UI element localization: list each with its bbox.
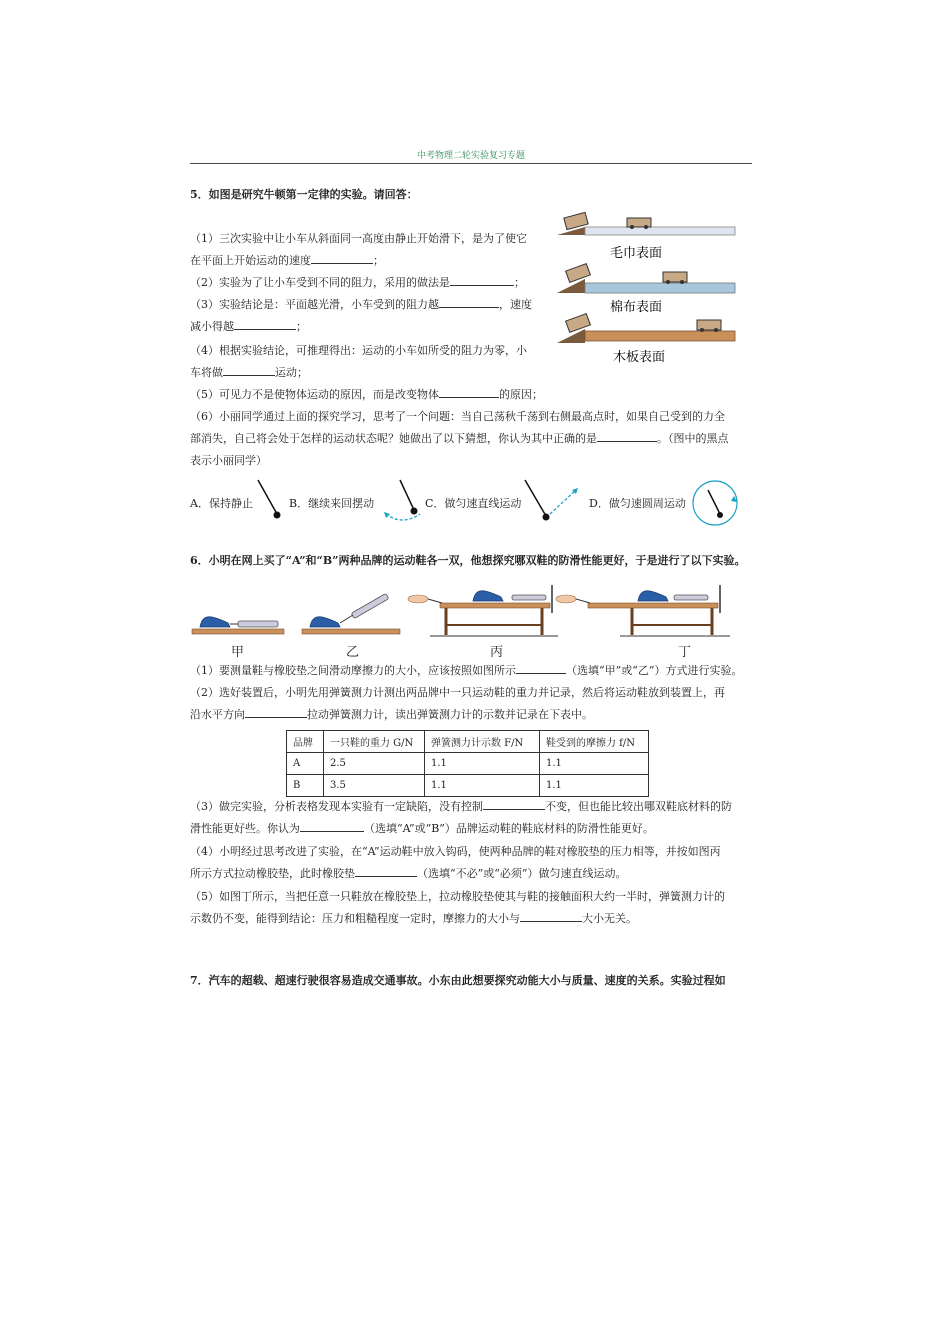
q6-line-7: 所示方式拉动橡胶垫，此时橡胶垫 （选填“不必”或“必须”）做匀速直线运动。: [190, 863, 627, 885]
q5-line-2: 在平面上开始运动的速度 ；: [190, 250, 384, 272]
q5-line-3: （2）实验为了让小车受到不同的阻力，采用的做法是 ；: [190, 272, 525, 294]
table-header-cell: 鞋受到的摩擦力 f/N: [540, 731, 649, 753]
label-yi: 乙: [346, 645, 360, 660]
table-cell: 1.1: [425, 753, 540, 775]
label-bing: 丙: [490, 645, 504, 660]
q5-line-6: （4）根据实验结论，可推理得出：运动的小车如所受的阻力为零，小: [190, 344, 527, 357]
q5-line-1: （1）三次实验中让小车从斜面同一高度由静止开始滑下，是为了使它: [190, 232, 527, 245]
surface-label-wood: 木板表面: [613, 350, 666, 365]
label-ding: 丁: [678, 645, 692, 660]
option-a-label[interactable]: A．保持静止: [190, 497, 253, 510]
answer-blank[interactable]: [300, 819, 364, 832]
table-cell: 1.1: [540, 775, 649, 797]
q5-line-9: （6）小丽同学通过上面的探究学习，思考了一个问题：当自己荡秋千荡到右侧最高点时，如果自己受到的力全: [190, 410, 725, 423]
answer-blank[interactable]: [223, 363, 275, 376]
table-cell: B: [287, 775, 324, 797]
option-b-figure: [382, 478, 427, 526]
setup-jia: [192, 617, 284, 634]
setup-ding: [556, 585, 730, 636]
q5-line-7: 车将做 运动；: [190, 362, 308, 384]
answer-blank[interactable]: [439, 385, 499, 398]
option-b-label[interactable]: B．继续来回摆动: [289, 497, 375, 510]
surface-label-towel: 毛巾表面: [610, 246, 663, 261]
q6-line-3: 沿水平方向 拉动弹簧测力计，读出弹簧测力计的示数并记录在下表中。: [190, 704, 593, 726]
answer-blank[interactable]: [450, 273, 514, 286]
q5-line-10: 部消失，自己将会处于怎样的运动状态呢？她做出了以下猜想，你认为其中正确的是 。（图中的黑点: [190, 428, 729, 450]
answer-blank[interactable]: [516, 661, 566, 674]
option-d-figure: [690, 478, 742, 528]
table-header-cell: 品牌: [287, 731, 324, 753]
answer-blank[interactable]: [439, 295, 499, 308]
q6-title: 6．小明在网上买了“A”和“B”两种品牌的运动鞋各一双，他想探究哪双鞋的防滑性能更好，于是进行了以下实验。: [190, 554, 746, 567]
option-c-label[interactable]: C．做匀速直线运动: [425, 497, 522, 510]
table-header-row: [287, 731, 649, 753]
q5-title: 5．如图是研究牛顿第一定律的实验。请回答：: [190, 188, 418, 201]
table-header-cell: 一只鞋的重力 G/N: [324, 731, 425, 753]
q5-line-11: 表示小丽同学）: [190, 454, 267, 467]
option-a-figure: [255, 478, 285, 523]
wood-track: [557, 314, 735, 343]
table-cell: 1.1: [425, 775, 540, 797]
q5-line-4: （3）实验结论是：平面越光滑，小车受到的阻力越 ，速度: [190, 294, 532, 316]
option-d-label[interactable]: D．做匀速圆周运动: [589, 497, 686, 510]
answer-blank[interactable]: [245, 705, 307, 718]
q6-line-4: （3）做完实验，分析表格发现本实验有一定缺陷，没有控制 不变，但也能比较出哪双鞋底材料的防: [190, 796, 732, 818]
q6-line-6: （4）小明经过思考改进了实验，在“A”运动鞋中放入钩码，使两种品牌的鞋对橡胶垫的压力相等，并按如图丙: [190, 845, 721, 858]
q6-line-1: （1）要测量鞋与橡胶垫之间滑动摩擦力的大小，应该按照如图所示 （选填“甲”或“乙”）方式进行实验。: [190, 660, 743, 682]
page-header: 中考物理二轮实验复习专题: [416, 151, 525, 161]
setup-bing: [408, 585, 558, 636]
setup-yi: [302, 593, 400, 634]
table-header-cell: 弹簧测力计示数 F/N: [425, 731, 540, 753]
option-c-figure: [522, 478, 582, 526]
q5-line-5: 减小得越 ；: [190, 316, 307, 338]
q5-surfaces-figure: [555, 205, 740, 365]
answer-blank[interactable]: [311, 251, 373, 264]
q6-line-5: 滑性能更好些。你认为 （选填“A”或“B”）品牌运动鞋的鞋底材料的防滑性能更好。: [190, 818, 654, 840]
q6-line-8: （5）如图丁所示，当把任意一只鞋放在橡胶垫上，拉动橡胶垫使其与鞋的接触面积大约一半时，弹簧测力计的: [190, 890, 725, 903]
towel-track: [557, 212, 735, 235]
answer-blank[interactable]: [597, 429, 657, 442]
q6-apparatus-figure: [190, 583, 750, 641]
answer-blank[interactable]: [483, 797, 545, 810]
q6-line-2: （2）选好装置后，小明先用弹簧测力计测出两品牌中一只运动鞋的重力并记录，然后将运动鞋放到装置上，再: [190, 686, 725, 699]
table-cell: A: [287, 753, 324, 775]
answer-blank[interactable]: [234, 317, 296, 330]
q7-title: 7．汽车的超载、超速行驶很容易造成交通事故。小东由此想要探究动能大小与质量、速度的关系。实验过程如: [190, 974, 726, 987]
table-cell: 2.5: [324, 753, 425, 775]
answer-blank[interactable]: [520, 909, 582, 922]
table-cell: 3.5: [324, 775, 425, 797]
label-jia: 甲: [231, 645, 245, 660]
surface-label-cotton: 棉布表面: [610, 300, 663, 315]
q5-line-8: （5）可见力不是使物体运动的原因，而是改变物体 的原因；: [190, 384, 543, 406]
table-row: [287, 775, 649, 797]
friction-table: [286, 730, 649, 797]
table-row: [287, 753, 649, 775]
q6-line-9: 示数仍不变，能得到结论：压力和粗糙程度一定时，摩擦力的大小与 大小无关。: [190, 908, 637, 930]
table-cell: 1.1: [540, 753, 649, 775]
header-divider: [190, 163, 752, 164]
answer-blank[interactable]: [355, 864, 417, 877]
cotton-track: [557, 264, 735, 293]
